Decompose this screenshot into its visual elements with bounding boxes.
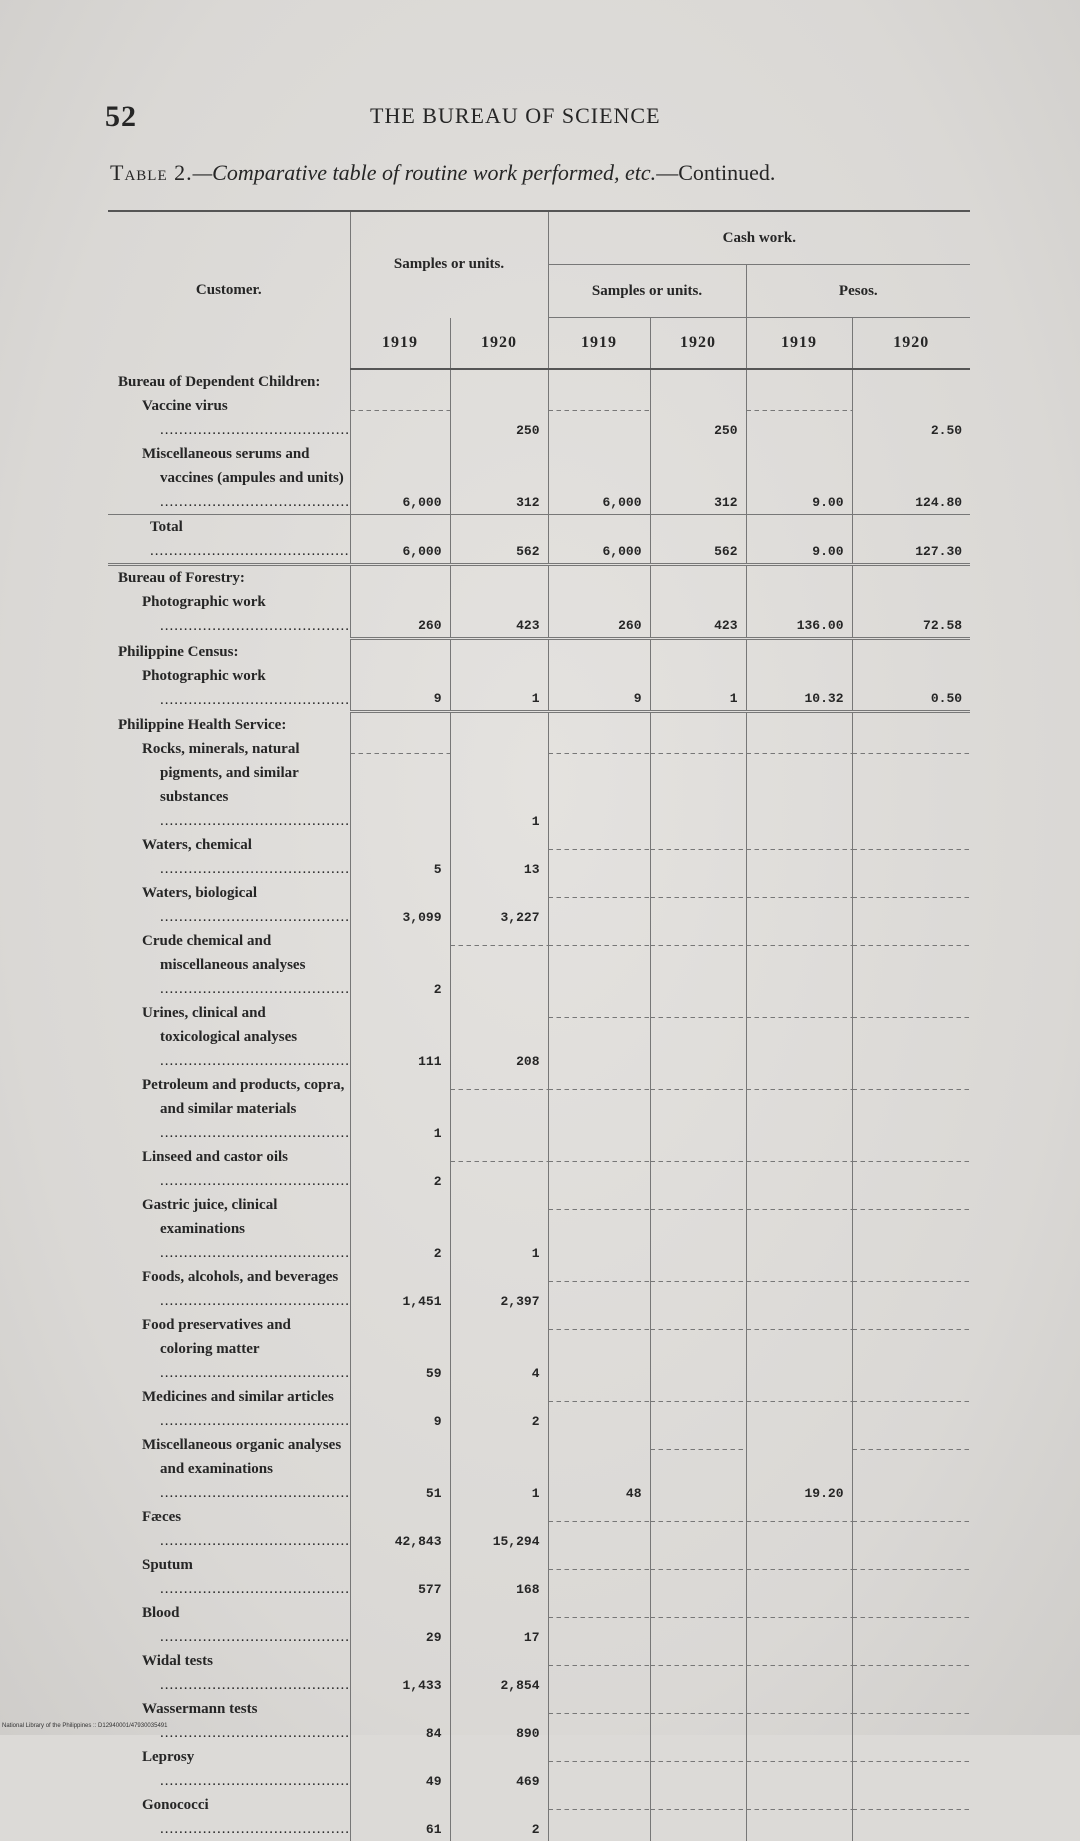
customer-group-label [108,369,350,394]
value-cell: 1,451 [350,1265,450,1313]
empty-cell [746,1073,852,1145]
empty-cell [350,737,450,833]
value-cell [450,565,548,591]
empty-cell [852,1745,970,1793]
row-label-text: Crude chemical and miscellaneous analyses ..... [142,933,350,997]
table-container [108,210,970,1841]
table-row [108,881,970,929]
empty-cell [650,1697,746,1745]
table-row [108,1193,970,1265]
table-caption [110,160,775,186]
value-cell: 19.20 [746,1433,852,1505]
value-cell [852,712,970,738]
value-cell: 1 [450,1193,548,1265]
value-cell: 2 [350,929,450,1001]
value-cell: 9.00 [746,442,852,515]
value-cell: 3,099 [350,881,450,929]
value-cell [650,565,746,591]
caption-label: Table 2. [110,160,193,185]
value-cell: 2,854 [450,1649,548,1697]
empty-cell [650,1793,746,1841]
empty-cell [746,1265,852,1313]
table-row [108,1001,970,1073]
empty-cell [548,1193,650,1265]
empty-cell [650,1193,746,1265]
value-cell: 2 [450,1793,548,1841]
row-label-text: Gonococci ..... [142,1797,350,1837]
empty-cell [746,1553,852,1601]
table-row [108,1145,970,1193]
row-label-text: Gastric juice, clinical examinations ..... [142,1197,350,1261]
table-row [108,638,970,664]
header-year: 1919 [746,318,852,370]
empty-cell [746,1697,852,1745]
empty-cell [852,1265,970,1313]
empty-cell [746,1001,852,1073]
value-cell: 5 [350,833,450,881]
empty-cell [450,1073,548,1145]
empty-cell [746,737,852,833]
customer-group-label [108,565,350,591]
empty-cell [650,737,746,833]
value-cell: 168 [450,1553,548,1601]
table-row [108,712,970,738]
empty-cell [650,1649,746,1697]
table-row [108,737,970,833]
table-row [108,1313,970,1385]
value-cell: 136.00 [746,590,852,638]
empty-cell [852,1697,970,1745]
empty-cell [746,1793,852,1841]
value-cell: 9.00 [746,515,852,565]
empty-cell [746,881,852,929]
row-label-text: Photographic work ..... [142,668,350,708]
empty-cell [548,1745,650,1793]
table-row [108,1601,970,1649]
row-label-text: Food preservatives and coloring matter ..... [142,1317,350,1381]
value-cell: 260 [350,590,450,638]
value-cell [852,565,970,591]
value-cell: 9 [350,1385,450,1433]
value-cell: 1 [650,664,746,712]
value-cell [852,638,970,664]
value-cell: 2,397 [450,1265,548,1313]
empty-cell [852,1505,970,1553]
row-label-text: Foods, alcohols, and beverages ..... [142,1269,350,1309]
empty-cell [852,833,970,881]
value-cell: 10.32 [746,664,852,712]
value-cell: 48 [548,1433,650,1505]
table-row [108,565,970,591]
value-cell: 59 [350,1313,450,1385]
table-row [108,1793,970,1841]
table-row [108,369,970,394]
value-cell: 13 [450,833,548,881]
value-cell: 1 [350,1073,450,1145]
value-cell [746,565,852,591]
empty-cell [852,1553,970,1601]
empty-cell [852,737,970,833]
customer-group-label [108,712,350,738]
value-cell: 6,000 [548,442,650,515]
value-cell: 562 [450,515,548,565]
empty-cell [650,1385,746,1433]
table-row [108,929,970,1001]
empty-cell [548,1145,650,1193]
header-year: 1919 [350,318,450,370]
empty-cell [548,737,650,833]
empty-cell [746,394,852,442]
table-row [108,833,970,881]
customer-item-label [108,1145,350,1193]
row-label-text: Sputum ..... [142,1557,350,1597]
header-year: 1920 [650,318,746,370]
value-cell [650,369,746,394]
empty-cell [746,833,852,881]
value-cell: 2 [350,1145,450,1193]
row-label-text: Philippine Census: [118,643,239,660]
customer-item-label [108,590,350,638]
caption-suffix: —Continued. [656,160,776,185]
value-cell: 0.50 [852,664,970,712]
value-cell: 1 [450,1433,548,1505]
empty-cell [650,1073,746,1145]
empty-cell [548,833,650,881]
value-cell: 2.50 [852,394,970,442]
row-label-text: Urines, clinical and toxicological analyses ..... [142,1005,350,1069]
table-row [108,1433,970,1505]
header-year: 1919 [548,318,650,370]
row-label-text: Petroleum and products, copra, and similar materials ..... [142,1077,350,1141]
empty-cell [548,1073,650,1145]
value-cell: 72.58 [852,590,970,638]
value-cell: 469 [450,1745,548,1793]
table-row [108,1697,970,1745]
empty-cell [548,1505,650,1553]
value-cell [650,638,746,664]
row-label-text: Linseed and castor oils ..... [142,1149,350,1189]
value-cell: 61 [350,1793,450,1841]
value-cell [746,369,852,394]
value-cell [548,712,650,738]
empty-cell [548,929,650,1001]
customer-item-label [108,1073,350,1145]
row-label-text: Vaccine virus ..... [142,398,350,438]
value-cell [548,638,650,664]
empty-cell [852,1385,970,1433]
value-cell: 577 [350,1553,450,1601]
value-cell: 3,227 [450,881,548,929]
value-cell: 6,000 [350,442,450,515]
customer-item-label [108,442,350,515]
row-label-text: Philippine Health Service: [118,717,287,733]
value-cell [350,369,450,394]
value-cell: 890 [450,1697,548,1745]
empty-cell [548,1313,650,1385]
value-cell: 2 [450,1385,548,1433]
value-cell [548,565,650,591]
value-cell: 6,000 [350,515,450,565]
empty-cell [852,1073,970,1145]
empty-cell [746,1745,852,1793]
empty-cell [548,1385,650,1433]
customer-item-label [108,1793,350,1841]
value-cell [450,369,548,394]
value-cell: 423 [650,590,746,638]
value-cell: 1,433 [350,1649,450,1697]
empty-cell [650,1433,746,1505]
value-cell: 2 [350,1193,450,1265]
row-label-text: Miscellaneous organic analyses and examinations ..... [142,1437,350,1501]
row-label-text: Waters, biological ..... [142,885,350,925]
value-cell [746,638,852,664]
customer-item-label [108,515,350,565]
header-customer: Customer. [195,282,262,298]
value-cell: 127.30 [852,515,970,565]
empty-cell [650,1553,746,1601]
row-label-text: Wassermann tests ..... [142,1701,350,1741]
value-cell: 111 [350,1001,450,1073]
customer-item-label [108,1697,350,1745]
row-label-text: Widal tests ..... [142,1653,350,1693]
customer-item-label [108,881,350,929]
value-cell [350,565,450,591]
customer-item-label [108,833,350,881]
empty-cell [852,1601,970,1649]
customer-item-label [108,1649,350,1697]
empty-cell [852,1649,970,1697]
value-cell: 208 [450,1001,548,1073]
row-label-text: Miscellaneous serums and vaccines (ampules and units) ..... [142,446,350,510]
empty-cell [746,1505,852,1553]
value-cell [548,369,650,394]
table-row [108,1073,970,1145]
value-cell: 312 [650,442,746,515]
table-row [108,1265,970,1313]
customer-item-label [108,1433,350,1505]
row-label-text: Bureau of Dependent Children: [118,374,321,390]
empty-cell [650,1601,746,1649]
row-label-text: Fæces ..... [142,1509,350,1549]
table-row [108,1385,970,1433]
value-cell [852,369,970,394]
empty-cell [746,1649,852,1697]
empty-cell [852,1433,970,1505]
customer-item-label [108,1001,350,1073]
empty-cell [746,1145,852,1193]
value-cell: 9 [548,664,650,712]
empty-cell [650,881,746,929]
empty-cell [650,1745,746,1793]
empty-cell [852,1793,970,1841]
value-cell: 42,843 [350,1505,450,1553]
empty-cell [852,929,970,1001]
empty-cell [650,1313,746,1385]
row-label-text: Bureau of Forestry: [118,570,245,586]
value-cell [746,712,852,738]
table-row [108,394,970,442]
table-row [108,1745,970,1793]
empty-cell [650,833,746,881]
customer-item-label [108,394,350,442]
empty-cell [548,1001,650,1073]
table-row [108,1649,970,1697]
customer-item-label [108,1313,350,1385]
value-cell [350,638,450,664]
header-pesos: Pesos. [746,265,970,318]
empty-cell [548,881,650,929]
empty-cell [548,1649,650,1697]
page-number: 52 [105,100,137,133]
customer-item-label [108,1745,350,1793]
empty-cell [548,1553,650,1601]
customer-item-label [108,929,350,1001]
scan-footer-mark: National Library of the Philippines :: D12940001/47930035491 [2,1723,168,1729]
row-label-text: Medicines and similar articles ..... [142,1389,350,1429]
value-cell: 423 [450,590,548,638]
caption-title: —Comparative table of routine work performed, etc. [192,160,657,185]
value-cell: 1 [450,664,548,712]
value-cell: 15,294 [450,1505,548,1553]
row-label-text: Rocks, minerals, natural pigments, and similar substances ..... [142,741,350,829]
table-body [108,369,970,1841]
value-cell [450,712,548,738]
customer-item-label [108,737,350,833]
header-cash-work: Cash work. [548,211,970,265]
customer-item-label [108,1385,350,1433]
value-cell [650,712,746,738]
value-cell: 250 [450,394,548,442]
running-head: THE BUREAU OF SCIENCE [370,103,661,128]
value-cell: 312 [450,442,548,515]
empty-cell [650,1001,746,1073]
value-cell: 260 [548,590,650,638]
table-row [108,590,970,638]
customer-item-label [108,1265,350,1313]
empty-cell [746,1193,852,1265]
value-cell: 250 [650,394,746,442]
empty-cell [548,1793,650,1841]
empty-cell [852,1145,970,1193]
header-year: 1920 [450,318,548,370]
empty-cell [650,1265,746,1313]
empty-cell [650,929,746,1001]
table-row [108,442,970,515]
empty-cell [548,394,650,442]
row-label-text: Waters, chemical ..... [142,837,350,877]
value-cell: 17 [450,1601,548,1649]
row-label-text: Blood ..... [142,1605,350,1645]
value-cell: 49 [350,1745,450,1793]
empty-cell [746,1313,852,1385]
routine-work-table [108,210,970,1841]
customer-item-label [108,1601,350,1649]
customer-item-label [108,664,350,712]
table-row [108,1553,970,1601]
table-row [108,515,970,565]
empty-cell [650,1145,746,1193]
empty-cell [548,1601,650,1649]
empty-cell [548,1265,650,1313]
header-year: 1920 [852,318,970,370]
table-row [108,664,970,712]
empty-cell [746,929,852,1001]
value-cell [350,712,450,738]
row-label-text: Photographic work ..... [142,594,350,634]
customer-item-label [108,1193,350,1265]
row-label-text: Total ..... [150,519,350,559]
value-cell: 29 [350,1601,450,1649]
value-cell: 51 [350,1433,450,1505]
empty-cell [852,1313,970,1385]
customer-group-label [108,638,350,664]
empty-cell [746,1385,852,1433]
customer-item-label [108,1505,350,1553]
table-row [108,1505,970,1553]
empty-cell [852,881,970,929]
empty-cell [548,1697,650,1745]
empty-cell [852,1193,970,1265]
value-cell: 6,000 [548,515,650,565]
row-label-text: Leprosy ..... [142,1749,350,1789]
empty-cell [350,394,450,442]
empty-cell [650,1505,746,1553]
value-cell: 84 [350,1697,450,1745]
value-cell: 1 [450,737,548,833]
value-cell: 124.80 [852,442,970,515]
empty-cell [746,1601,852,1649]
value-cell: 562 [650,515,746,565]
value-cell [450,638,548,664]
header-samples-or-units: Samples or units. [350,211,548,318]
value-cell: 9 [350,664,450,712]
empty-cell [852,1001,970,1073]
empty-cell [450,929,548,1001]
header-cash-samples: Samples or units. [548,265,746,318]
value-cell: 4 [450,1313,548,1385]
customer-item-label [108,1553,350,1601]
empty-cell [450,1145,548,1193]
